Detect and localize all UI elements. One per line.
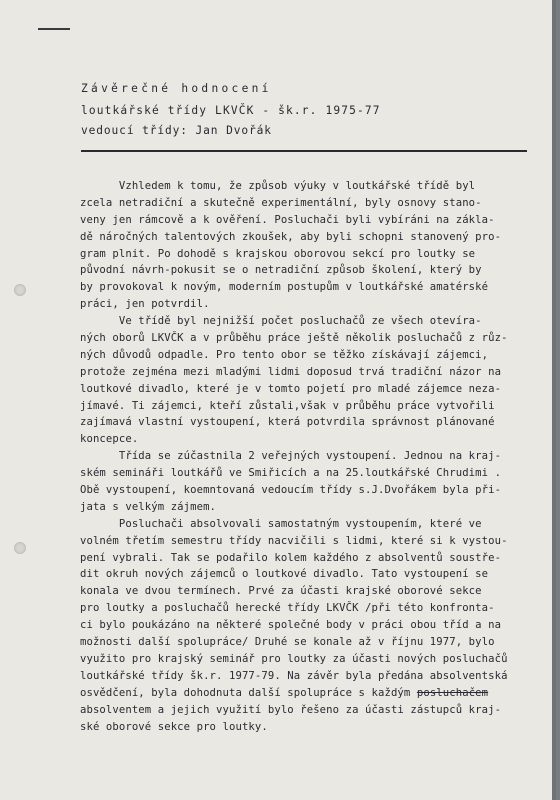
text-line: jata s velkým zájmem. xyxy=(80,500,217,513)
text-line: pení vybrali. Tak se podařilo kolem každého z absolventů soustře- xyxy=(80,551,502,564)
text-line: dit okruh nových zájemců o loutkové divadlo. Tato vystoupení se xyxy=(80,568,489,581)
text-line: gram plnit. Po dohodě s krajskou oborovou sekcí pro loutky se xyxy=(80,247,476,260)
text-line: zcela netradiční a skutečně experimentální, byly osnovy stano- xyxy=(80,196,482,209)
text-line-with-strikeout xyxy=(80,685,528,702)
text-line: absolventem a jejich využití bylo řešeno za účasti zástupců kraj- xyxy=(80,703,502,716)
text-line: Třída se zúčastnila 2 veřejných vystoupení. Jednou na kraj- xyxy=(80,450,502,463)
text-line: ské oborové sekce pro loutky. xyxy=(80,720,268,733)
text-line: volném třetím semestru třídy nacvičili s lidmi, které si k vystou- xyxy=(80,534,508,547)
text-line: možnosti další spolupráce/ Druhé se konale až v říjnu 1977, bylo xyxy=(80,636,495,649)
text-line: Ve třídě byl nejnižší počet posluchačů ze všech otevíra- xyxy=(80,315,482,328)
document-title-line-2: loutkářské třídy LKVČK - šk.r. 1975-77 xyxy=(81,104,381,117)
punch-hole-top xyxy=(14,284,26,296)
text-line: práci, jen potvrdil. xyxy=(80,298,210,311)
text-line: ných důvodů odpadle. Pro tento obor se těžko získávají zájemci, xyxy=(80,348,489,361)
page-edge-shadow xyxy=(552,0,556,800)
text-line: Vzhledem k tomu, že způsob výuky v loutkářské třídě byl xyxy=(80,180,476,192)
text-line: veny jen rámcově a k ověření. Posluchači byli vybíráni na zákla- xyxy=(80,213,495,226)
text-line: konala ve dvou termínech. Prvé za účasti krajské oborové sekce xyxy=(80,585,482,598)
text-line: protože zejména mezi mladými lidmi doposud trvá tradiční názor na xyxy=(80,365,502,378)
class-leader-line: vedoucí třídy: Jan Dvořák xyxy=(81,124,272,137)
text-line: jímavé. Ti zájemci, kteří zůstali,však v průběhu práce vytvořili xyxy=(80,399,495,412)
corner-pen-mark xyxy=(38,28,70,30)
text-line: využito pro krajský seminář pro loutky za účasti nových posluchačů xyxy=(80,652,508,665)
text-line: původní návrh-pokusit se o netradiční způsob školení, který by xyxy=(80,264,482,277)
text-line: Obě vystoupení, koemntovaná vedoucím třídy s.J.Dvořákem byla při- xyxy=(80,484,502,497)
punch-hole-bottom xyxy=(14,542,26,554)
text-line: ci bylo poukázáno na některé společné body v práci obou tříd a na xyxy=(80,619,502,632)
text-line: dě náročných talentových zkoušek, aby byli schopni stanovený pro- xyxy=(80,230,502,243)
text-segment: osvědčení, byla dohodnuta další spolupráce s každým xyxy=(80,686,411,699)
text-line: Posluchači absolvovali samostatným vystoupením, které ve xyxy=(80,517,482,530)
text-line: loutkářské třídy šk.r. 1977-79. Na závěr byla předána absolventská xyxy=(80,669,508,682)
struck-out-word: posluchačem xyxy=(416,686,489,699)
text-line: ském semináři loutkářů ve Smiřicích a na 25.loutkářské Chrudimi . xyxy=(80,467,502,480)
document-title-line-1: Závěrečné hodnocení xyxy=(81,82,272,95)
text-line: by provokoval k novým, moderním postupům v loutkářské amatérské xyxy=(80,281,489,294)
text-line: zajímavá vlastní vystoupení, která potvrdila správnost plánované xyxy=(80,416,495,429)
text-line: ných oborů LKVČK a v průběhu práce ještě několik posluchačů z růz- xyxy=(80,332,508,345)
text-line: pro loutky a posluchačů herecké třídy LKVČK /při této konfronta- xyxy=(80,602,495,615)
header-divider xyxy=(81,150,527,152)
report-body xyxy=(80,178,528,735)
text-line: koncepce. xyxy=(80,433,139,446)
text-line: loutkové divadlo, které je v tomto pojetí pro mladé zájemce neza- xyxy=(80,382,502,395)
